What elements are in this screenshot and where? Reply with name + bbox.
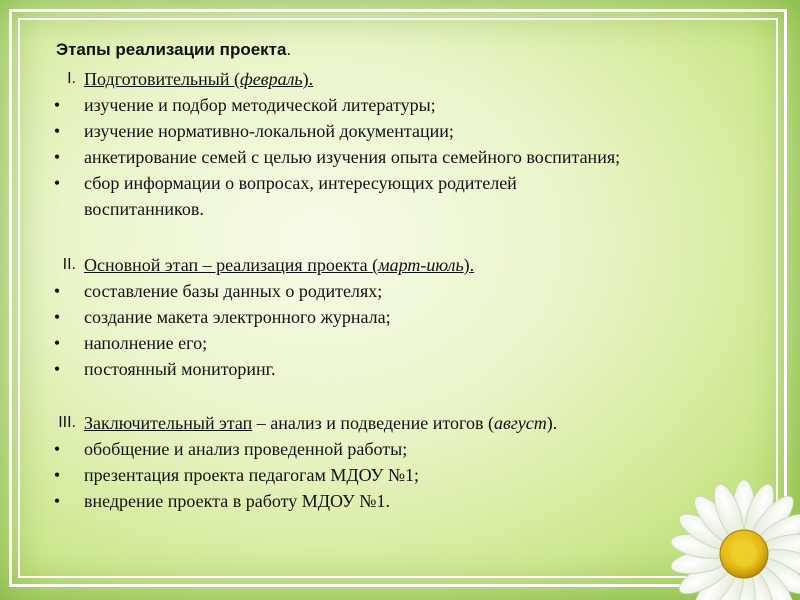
title-text: Этапы реализации проекта <box>56 40 287 59</box>
list-item-text: постоянный мониторинг. <box>84 359 276 379</box>
list-item-text: презентация проекта педагогам МДОУ №1; <box>84 465 420 485</box>
stage1-heading-label: Подготовительный ( <box>84 69 240 89</box>
bullet-icon: • <box>53 95 61 115</box>
list-item-continuation-text: воспитанников. <box>84 199 204 219</box>
stage2-period: март-июль <box>378 255 464 275</box>
daisy-flower-icon <box>668 478 800 600</box>
title-dot: . <box>286 40 292 59</box>
bullet-icon: • <box>53 465 61 485</box>
stage1-heading-text <box>84 66 313 92</box>
stage3-heading-rest: – анализ и подведение итогов ( <box>252 413 494 433</box>
list-item-text: анкетирование семей с целью изучения опыта семейного воспитания; <box>84 147 621 167</box>
bullet-icon: • <box>53 333 61 353</box>
stage2-number: II. <box>62 256 76 273</box>
stage1-number: I. <box>67 70 76 87</box>
stage1-period: февраль <box>240 69 303 89</box>
list-item-text: наполнение его; <box>84 333 208 353</box>
bullet-icon: • <box>53 173 61 193</box>
bullet-icon: • <box>53 147 61 167</box>
list-item-text: внедрение проекта в работу МДОУ №1. <box>84 491 390 511</box>
stage1-heading-end: ). <box>302 69 314 89</box>
list-item-text: изучение и подбор методической литературы; <box>84 95 436 115</box>
stage3-heading-text <box>84 410 557 436</box>
list-item-text: создание макета электронного журнала; <box>84 307 391 327</box>
stage3-period: август <box>493 413 547 433</box>
stage2-heading-label: Основной этап – реализация проекта ( <box>84 255 379 275</box>
stage2-heading-end: ). <box>463 255 475 275</box>
bullet-icon: • <box>53 281 61 301</box>
stage3-heading-end: ). <box>546 413 558 433</box>
bullet-icon: • <box>53 439 61 459</box>
bullet-icon: • <box>53 491 61 511</box>
list-item-text: изучение нормативно-локальной документации; <box>84 121 454 141</box>
slide-title <box>56 38 291 62</box>
stage3-number: III. <box>58 414 76 431</box>
stage2-heading-text <box>84 252 474 278</box>
bullet-icon: • <box>53 121 61 141</box>
bullet-icon: • <box>53 307 61 327</box>
list-item-text: сбор информации о вопросах, интересующих родителей <box>84 173 517 193</box>
list-item-text: составление базы данных о родителях; <box>84 281 383 301</box>
stage3-heading-label: Заключительный этап <box>84 413 253 433</box>
bullet-icon: • <box>53 359 61 379</box>
list-item-text: обобщение и анализ проведенной работы; <box>84 439 408 459</box>
